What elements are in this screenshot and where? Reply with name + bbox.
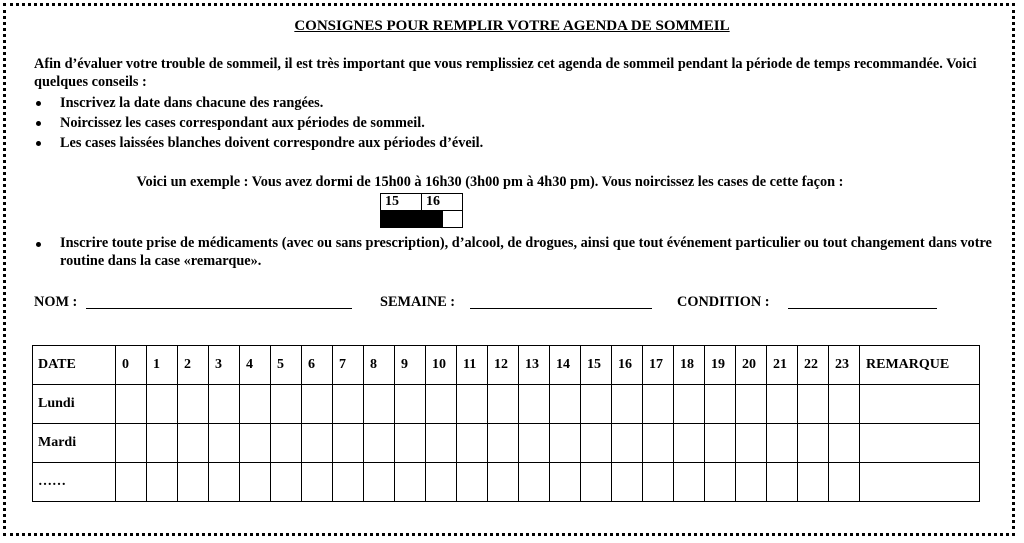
hour-cell[interactable] (147, 385, 178, 424)
hour-cell[interactable] (209, 385, 240, 424)
hour-cell[interactable] (271, 385, 302, 424)
hour-cell[interactable] (488, 463, 519, 502)
condition-label: CONDITION : (677, 294, 770, 310)
hour-cell[interactable] (240, 385, 271, 424)
hour-cell[interactable] (271, 424, 302, 463)
hour-cell[interactable] (829, 424, 860, 463)
instructions-list (34, 93, 994, 153)
hour-cell[interactable] (395, 385, 426, 424)
hour-cell[interactable] (457, 463, 488, 502)
hour-header: 4 (240, 346, 271, 385)
hour-cell[interactable] (178, 385, 209, 424)
hour-cell[interactable] (550, 424, 581, 463)
example-filled-cell (422, 211, 443, 228)
hour-cell[interactable] (178, 424, 209, 463)
hour-header: 3 (209, 346, 240, 385)
hour-header: 1 (147, 346, 178, 385)
hour-cell[interactable] (333, 424, 364, 463)
nom-label: NOM : (34, 294, 78, 310)
hour-cell[interactable] (612, 424, 643, 463)
date-header: DATE (33, 346, 116, 385)
hour-cell[interactable] (240, 424, 271, 463)
hour-header: 2 (178, 346, 209, 385)
hour-cell[interactable] (116, 463, 147, 502)
remark-cell[interactable] (860, 385, 980, 424)
hour-cell[interactable] (581, 385, 612, 424)
hour-cell[interactable] (302, 463, 333, 502)
hour-cell[interactable] (643, 424, 674, 463)
hour-cell[interactable] (147, 463, 178, 502)
hour-cell[interactable] (829, 463, 860, 502)
hour-cell[interactable] (488, 424, 519, 463)
hour-cell[interactable] (612, 385, 643, 424)
hour-cell[interactable] (395, 424, 426, 463)
hour-cell[interactable] (674, 385, 705, 424)
hour-header: 5 (271, 346, 302, 385)
hour-header: 12 (488, 346, 519, 385)
hour-cell[interactable] (426, 463, 457, 502)
hour-cell[interactable] (333, 385, 364, 424)
instruction-item: Les cases laissées blanches doivent correspondre aux périodes d’éveil. (34, 133, 994, 153)
hour-cell[interactable] (457, 424, 488, 463)
hour-cell[interactable] (209, 463, 240, 502)
example-filled-cell (401, 211, 422, 228)
hour-cell[interactable] (333, 463, 364, 502)
hour-cell[interactable] (426, 385, 457, 424)
hour-cell[interactable] (767, 424, 798, 463)
hour-header: 11 (457, 346, 488, 385)
hour-cell[interactable] (829, 385, 860, 424)
hour-cell[interactable] (705, 385, 736, 424)
row-day-label: Lundi (33, 385, 116, 424)
hour-cell[interactable] (674, 424, 705, 463)
hour-header: 7 (333, 346, 364, 385)
hour-cell[interactable] (364, 385, 395, 424)
example-empty-cell (442, 211, 463, 228)
hour-cell[interactable] (147, 424, 178, 463)
hour-cell[interactable] (550, 385, 581, 424)
hour-cell[interactable] (116, 424, 147, 463)
hour-header: 17 (643, 346, 674, 385)
hour-cell[interactable] (705, 424, 736, 463)
hour-cell[interactable] (736, 424, 767, 463)
hour-header: 8 (364, 346, 395, 385)
instruction-item: Noircissez les cases correspondant aux périodes de sommeil. (34, 113, 994, 133)
hour-header: 15 (581, 346, 612, 385)
table-row (33, 385, 980, 424)
hour-header: 9 (395, 346, 426, 385)
hour-cell[interactable] (674, 463, 705, 502)
remark-cell[interactable] (860, 424, 980, 463)
hour-cell[interactable] (798, 424, 829, 463)
row-day-label: …… (33, 463, 116, 502)
hour-cell[interactable] (209, 424, 240, 463)
hour-cell[interactable] (178, 463, 209, 502)
sleep-agenda-table (32, 345, 980, 502)
example-text: Voici un exemple : Vous avez dormi de 15h00 à 16h30 (3h00 pm à 4h30 pm). Vous noircissez les cases de cette façon : (136, 174, 844, 190)
hour-cell[interactable] (426, 424, 457, 463)
example-grid (380, 193, 463, 228)
hour-header: 18 (674, 346, 705, 385)
nom-field[interactable] (86, 308, 352, 309)
hour-cell[interactable] (488, 385, 519, 424)
hour-cell[interactable] (457, 385, 488, 424)
hour-cell[interactable] (581, 463, 612, 502)
remark-header: REMARQUE (860, 346, 980, 385)
hour-cell[interactable] (271, 463, 302, 502)
hour-cell[interactable] (612, 463, 643, 502)
example-hour-label: 15 (381, 194, 422, 211)
remark-cell[interactable] (860, 463, 980, 502)
table-row (33, 424, 980, 463)
hour-cell[interactable] (302, 385, 333, 424)
hour-cell[interactable] (736, 463, 767, 502)
hour-cell[interactable] (767, 385, 798, 424)
hour-header: 0 (116, 346, 147, 385)
intro-paragraph: Afin d’évaluer votre trouble de sommeil, il est très important que vous remplissiez cet agenda de sommeil pendant la période de temps recommandée. Voici quelques conseils : (34, 56, 977, 90)
hour-cell[interactable] (116, 385, 147, 424)
hour-cell[interactable] (643, 385, 674, 424)
example-hour-label: 16 (422, 194, 463, 211)
hour-cell[interactable] (395, 463, 426, 502)
semaine-label: SEMAINE : (380, 294, 456, 310)
instruction-item: Inscrire toute prise de médicaments (avec ou sans prescription), d’alcool, de drogues, ainsi que tout événement particulier ou tout changement dans votre routine dans la case «remarque». (34, 234, 994, 270)
hour-header: 20 (736, 346, 767, 385)
hour-cell[interactable] (643, 463, 674, 502)
hour-cell[interactable] (519, 424, 550, 463)
hour-header: 16 (612, 346, 643, 385)
hour-cell[interactable] (240, 463, 271, 502)
hour-cell[interactable] (364, 424, 395, 463)
hour-cell[interactable] (519, 463, 550, 502)
hour-cell[interactable] (302, 424, 333, 463)
hour-cell[interactable] (364, 463, 395, 502)
instruction-item: Inscrivez la date dans chacune des rangées. (34, 93, 994, 113)
hour-header: 21 (767, 346, 798, 385)
extra-instruction-list (34, 234, 994, 270)
hour-cell[interactable] (519, 385, 550, 424)
hour-cell[interactable] (550, 463, 581, 502)
hour-header: 23 (829, 346, 860, 385)
hour-cell[interactable] (798, 463, 829, 502)
condition-field[interactable] (788, 308, 937, 309)
hour-cell[interactable] (767, 463, 798, 502)
hour-header: 19 (705, 346, 736, 385)
hour-cell[interactable] (581, 424, 612, 463)
semaine-field[interactable] (470, 308, 652, 309)
example-filled-cell (381, 211, 402, 228)
hour-header: 14 (550, 346, 581, 385)
table-header-row (33, 346, 980, 385)
hour-cell[interactable] (705, 463, 736, 502)
hour-cell[interactable] (798, 385, 829, 424)
hour-cell[interactable] (736, 385, 767, 424)
hour-header: 6 (302, 346, 333, 385)
hour-header: 13 (519, 346, 550, 385)
table-row (33, 463, 980, 502)
row-day-label: Mardi (33, 424, 116, 463)
page-title: CONSIGNES POUR REMPLIR VOTRE AGENDA DE SOMMEIL (294, 18, 730, 34)
hour-header: 10 (426, 346, 457, 385)
hour-header: 22 (798, 346, 829, 385)
